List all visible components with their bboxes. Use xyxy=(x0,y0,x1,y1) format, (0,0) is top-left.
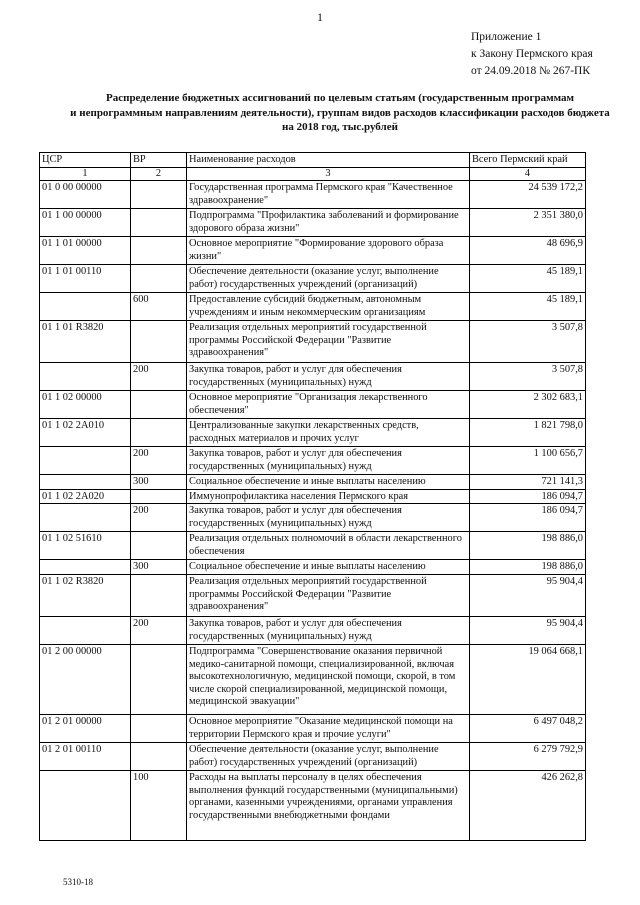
cell-csr xyxy=(40,616,131,644)
cell-vr xyxy=(131,742,187,770)
column-index: 4 xyxy=(470,167,586,181)
table-row xyxy=(40,532,586,560)
table-row xyxy=(40,770,586,840)
cell-total: 19 064 668,1 xyxy=(470,644,586,714)
cell-csr: 01 1 02 00000 xyxy=(40,391,131,419)
column-header-vr: ВР xyxy=(131,153,187,168)
cell-total: 3 507,8 xyxy=(470,363,586,391)
cell-total: 48 696,9 xyxy=(470,237,586,265)
table-row xyxy=(40,209,586,237)
cell-vr: 200 xyxy=(131,363,187,391)
appendix-header xyxy=(471,29,593,80)
table-row xyxy=(40,419,586,447)
cell-name: Социальное обеспечение и иные выплаты населению xyxy=(187,560,470,575)
page-number: 1 xyxy=(317,10,323,24)
cell-total: 45 189,1 xyxy=(470,293,586,321)
cell-total: 1 100 656,7 xyxy=(470,447,586,475)
cell-name: Закупка товаров, работ и услуг для обеспечения государственных (муниципальных) нужд xyxy=(187,447,470,475)
cell-csr xyxy=(40,475,131,490)
column-header-csr: ЦСР xyxy=(40,153,131,168)
cell-csr xyxy=(40,447,131,475)
cell-name: Предоставление субсидий бюджетным, автономным учреждениям и иным некоммерческим организациям xyxy=(187,293,470,321)
cell-total: 3 507,8 xyxy=(470,321,586,363)
table-row xyxy=(40,644,586,714)
cell-name: Реализация отдельных полномочий в области лекарственного обеспечения xyxy=(187,532,470,560)
cell-name: Социальное обеспечение и иные выплаты населению xyxy=(187,475,470,490)
cell-vr xyxy=(131,321,187,363)
cell-name: Основное мероприятие "Формирование здорового образа жизни" xyxy=(187,237,470,265)
table-row xyxy=(40,321,586,363)
cell-name: Реализация отдельных мероприятий государственной программы Российской Федерации "Развитие здравоохранения" xyxy=(187,574,470,616)
cell-total: 186 094,7 xyxy=(470,504,586,532)
cell-vr: 100 xyxy=(131,770,187,840)
cell-csr: 01 1 02 2А010 xyxy=(40,419,131,447)
title-line: Распределение бюджетных ассигнований по целевым статьям (государственным программам xyxy=(106,92,574,104)
document-code: 5310-18 xyxy=(63,877,93,887)
budget-table xyxy=(39,152,586,841)
cell-csr: 01 1 02 R3820 xyxy=(40,574,131,616)
cell-csr: 01 1 00 00000 xyxy=(40,209,131,237)
cell-csr: 01 1 01 R3820 xyxy=(40,321,131,363)
table-row xyxy=(40,293,586,321)
cell-total: 95 904,4 xyxy=(470,616,586,644)
cell-vr xyxy=(131,419,187,447)
table-row xyxy=(40,742,586,770)
cell-name: Иммунопрофилактика населения Пермского края xyxy=(187,489,470,504)
table-row xyxy=(40,265,586,293)
cell-name: Основное мероприятие "Организация лекарственного обеспечения" xyxy=(187,391,470,419)
cell-csr: 01 1 02 51610 xyxy=(40,532,131,560)
cell-vr xyxy=(131,489,187,504)
cell-csr xyxy=(40,560,131,575)
cell-csr: 01 2 01 00110 xyxy=(40,742,131,770)
cell-name: Закупка товаров, работ и услуг для обеспечения государственных (муниципальных) нужд xyxy=(187,504,470,532)
appendix-line: к Закону Пермского края xyxy=(471,48,593,60)
table-row xyxy=(40,475,586,490)
cell-csr: 01 2 01 00000 xyxy=(40,714,131,742)
cell-csr xyxy=(40,363,131,391)
cell-vr xyxy=(131,237,187,265)
cell-vr: 300 xyxy=(131,475,187,490)
cell-name: Подпрограмма "Профилактика заболеваний и формирование здорового образа жизни" xyxy=(187,209,470,237)
column-index: 3 xyxy=(187,167,470,181)
title-line: на 2018 год, тыс.рублей xyxy=(282,121,398,133)
cell-csr xyxy=(40,293,131,321)
appendix-line: Приложение 1 xyxy=(471,31,542,43)
cell-name: Расходы на выплаты персоналу в целях обеспечения выполнения функций государственными (муниципальными) органами, казенными учреждениями, органами управления государственными внебюджетными фондами xyxy=(187,770,470,840)
cell-total: 95 904,4 xyxy=(470,574,586,616)
cell-vr xyxy=(131,181,187,209)
table-row xyxy=(40,714,586,742)
cell-name: Обеспечение деятельности (оказание услуг, выполнение работ) государственных учреждений (организаций) xyxy=(187,265,470,293)
cell-csr: 01 1 01 00000 xyxy=(40,237,131,265)
cell-total: 24 539 172,2 xyxy=(470,181,586,209)
cell-total: 6 497 048,2 xyxy=(470,714,586,742)
cell-total: 721 141,3 xyxy=(470,475,586,490)
cell-total: 198 886,0 xyxy=(470,560,586,575)
table-row xyxy=(40,447,586,475)
table-row xyxy=(40,616,586,644)
cell-total: 186 094,7 xyxy=(470,489,586,504)
cell-vr xyxy=(131,574,187,616)
cell-vr xyxy=(131,532,187,560)
table-row xyxy=(40,574,586,616)
cell-total: 6 279 792,9 xyxy=(470,742,586,770)
cell-csr xyxy=(40,504,131,532)
cell-name: Централизованные закупки лекарственных средств, расходных материалов и прочих услуг xyxy=(187,419,470,447)
cell-name: Государственная программа Пермского края "Качественное здравоохранение" xyxy=(187,181,470,209)
column-index-row xyxy=(40,167,586,181)
cell-vr xyxy=(131,209,187,237)
cell-name: Закупка товаров, работ и услуг для обеспечения государственных (муниципальных) нужд xyxy=(187,616,470,644)
table-row xyxy=(40,391,586,419)
cell-total: 1 821 798,0 xyxy=(470,419,586,447)
cell-vr: 300 xyxy=(131,560,187,575)
cell-total: 2 302 683,1 xyxy=(470,391,586,419)
cell-csr: 01 0 00 00000 xyxy=(40,181,131,209)
table-row xyxy=(40,363,586,391)
table-row xyxy=(40,489,586,504)
cell-total: 2 351 380,0 xyxy=(470,209,586,237)
cell-vr xyxy=(131,265,187,293)
column-index: 1 xyxy=(40,167,131,181)
column-header-name: Наименование расходов xyxy=(187,153,470,168)
cell-vr xyxy=(131,714,187,742)
cell-name: Закупка товаров, работ и услуг для обеспечения государственных (муниципальных) нужд xyxy=(187,363,470,391)
appendix-line: от 24.09.2018 № 267-ПК xyxy=(471,65,591,77)
cell-csr xyxy=(40,770,131,840)
cell-vr: 600 xyxy=(131,293,187,321)
cell-csr: 01 1 01 00110 xyxy=(40,265,131,293)
table-body xyxy=(40,181,586,841)
cell-total: 426 262,8 xyxy=(470,770,586,840)
column-header-total: Всего Пермский край xyxy=(470,153,586,168)
table-row xyxy=(40,181,586,209)
table-header-row xyxy=(40,153,586,168)
cell-name: Подпрограмма "Совершенствование оказания первичной медико-санитарной помощи, специализированной, включая высокотехнологичную, медицинской помощи, скорой, в том числе скорой специализированной, медицинской помощи, медицинской эвакуации" xyxy=(187,644,470,714)
cell-vr xyxy=(131,644,187,714)
cell-vr: 200 xyxy=(131,616,187,644)
title-line: и непрограммным направлениям деятельности), группам видов расходов классификации расходов бюджета xyxy=(70,106,610,119)
cell-csr: 01 2 00 00000 xyxy=(40,644,131,714)
cell-total: 198 886,0 xyxy=(470,532,586,560)
table-row xyxy=(40,560,586,575)
cell-name: Реализация отдельных мероприятий государственной программы Российской Федерации "Развитие здравоохранения" xyxy=(187,321,470,363)
cell-vr: 200 xyxy=(131,504,187,532)
cell-csr: 01 1 02 2А020 xyxy=(40,489,131,504)
document-title xyxy=(60,91,620,135)
cell-name: Обеспечение деятельности (оказание услуг, выполнение работ) государственных учреждений (организаций) xyxy=(187,742,470,770)
cell-name: Основное мероприятие "Оказание медицинской помощи на территории Пермского края и прочие услуги" xyxy=(187,714,470,742)
table-row xyxy=(40,504,586,532)
cell-vr xyxy=(131,391,187,419)
table-row xyxy=(40,237,586,265)
cell-total: 45 189,1 xyxy=(470,265,586,293)
column-index: 2 xyxy=(131,167,187,181)
cell-vr: 200 xyxy=(131,447,187,475)
